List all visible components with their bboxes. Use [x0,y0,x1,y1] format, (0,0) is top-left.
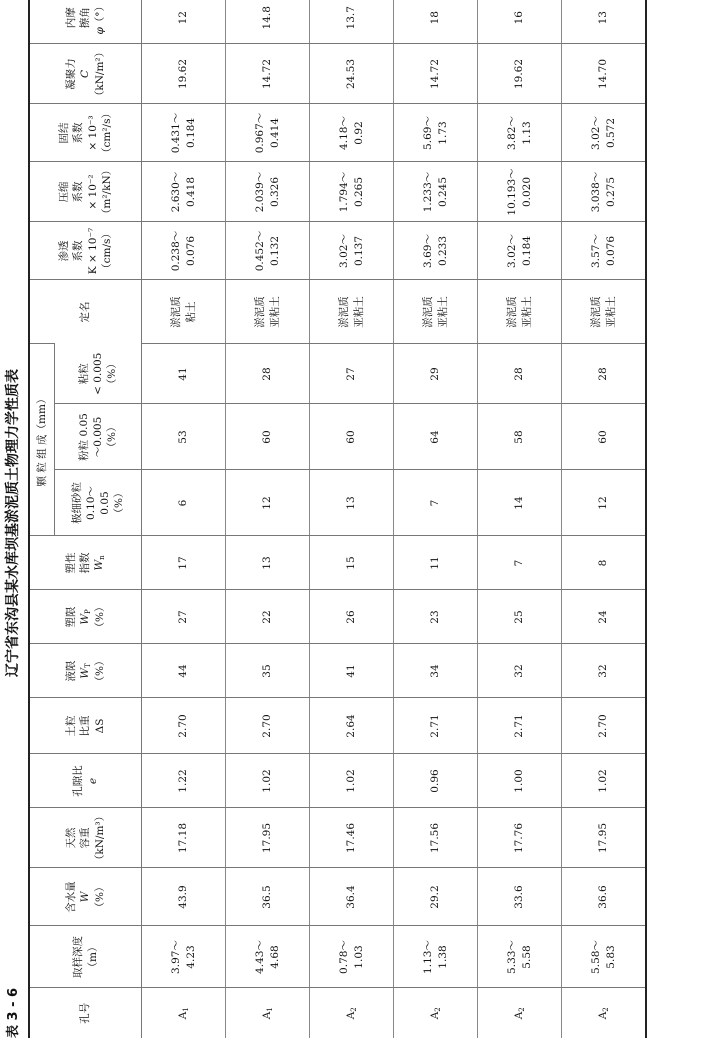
header-liquid-limit: 液限 $W_T$ （%） [29,644,142,698]
cell-classification: 淤泥质 亚粘土 [478,280,562,344]
cell-friction-angle: 13.7 [310,0,394,44]
cell-clay: 28 [226,344,310,404]
cell-clay: 27 [310,344,394,404]
cell-classification: 淤泥质 亚粘土 [394,280,478,344]
cell-cohesion: 14.70 [562,44,647,104]
cell-plasticity-index: 11 [394,536,478,590]
cell-depth: 5.33～ 5.58 [478,926,562,988]
cell-permeability: 3.69～ 0.233 [394,222,478,280]
cell-permeability: 0.238～ 0.076 [142,222,226,280]
cell-cohesion: 14.72 [394,44,478,104]
cell-compressibility: 3.038～ 0.275 [562,162,647,222]
cell-void-ratio: 1.02 [310,754,394,808]
table-row [394,0,478,1038]
table-row [226,0,310,1038]
cell-plasticity-index: 15 [310,536,394,590]
soil-properties-table [28,0,647,1038]
cell-plastic-limit: 22 [226,590,310,644]
cell-plastic-limit: 27 [142,590,226,644]
table-title: 辽宁省东沟县某水库坝基淤泥质土物理力学性质表 [5,369,21,677]
cell-fine-sand: 6 [142,470,226,536]
cell-clay: 29 [394,344,478,404]
cell-fine-sand: 12 [226,470,310,536]
cell-silt: 53 [142,404,226,470]
cell-depth: 4.43～ 4.68 [226,926,310,988]
header-specific-gravity: 土粒 比重 ΔS [29,698,142,754]
cell-silt: 60 [226,404,310,470]
header-grain-composition: 颗 粒 组 成（mm） [29,344,55,536]
cell-consolidation: 4.18～ 0.92 [310,104,394,162]
cell-plastic-limit: 24 [562,590,647,644]
cell-liquid-limit: 32 [562,644,647,698]
cell-permeability: 3.57～ 0.076 [562,222,647,280]
header-friction-angle: 内摩 擦角 φ（°） [29,0,142,44]
cell-friction-angle: 14.8 [226,0,310,44]
cell-specific-gravity: 2.70 [226,698,310,754]
header-unit-weight: 天然 容重 （kN/m³） [29,808,142,868]
cell-water-content: 36.6 [562,868,647,926]
cell-void-ratio: 0.96 [394,754,478,808]
cell-permeability: 3.02～ 0.137 [310,222,394,280]
table-row [142,0,226,1038]
table-number: 表 3 - 6 [6,987,21,1038]
cell-specific-gravity: 2.71 [478,698,562,754]
cell-void-ratio: 1.22 [142,754,226,808]
cell-classification: 淤泥质 亚粘土 [226,280,310,344]
cell-water-content: 36.5 [226,868,310,926]
cell-depth: 3.97～ 4.23 [142,926,226,988]
cell-compressibility: 1.794～ 0.265 [310,162,394,222]
cell-unit-weight: 17.46 [310,808,394,868]
cell-consolidation: 0.967～ 0.414 [226,104,310,162]
cell-silt: 60 [310,404,394,470]
cell-consolidation: 5.69～ 1.73 [394,104,478,162]
cell-plasticity-index: 7 [478,536,562,590]
cell-silt: 58 [478,404,562,470]
cell-compressibility: 2.630～ 0.418 [142,162,226,222]
cell-water-content: 33.6 [478,868,562,926]
cell-classification: 淤泥质 亚粘土 [562,280,647,344]
cell-unit-weight: 17.95 [226,808,310,868]
cell-depth: 1.13～ 1.38 [394,926,478,988]
cell-plastic-limit: 25 [478,590,562,644]
cell-compressibility: 10.193～ 0.020 [478,162,562,222]
cell-unit-weight: 17.56 [394,808,478,868]
cell-friction-angle: 13 [562,0,647,44]
cell-silt: 60 [562,404,647,470]
cell-depth: 0.78～ 1.03 [310,926,394,988]
table-body [142,0,647,1038]
cell-classification: 淤泥质 粘土 [142,280,226,344]
cell-hole: $A_1$ [142,988,226,1038]
cell-plasticity-index: 13 [226,536,310,590]
header-classification: 定名 [29,280,142,344]
cell-void-ratio: 1.02 [226,754,310,808]
header-plastic-limit: 塑限 $W_P$ （%） [29,590,142,644]
table-row [310,0,394,1038]
cell-depth: 5.58～ 5.83 [562,926,647,988]
cell-consolidation: 3.82～ 1.13 [478,104,562,162]
cell-consolidation: 0.431～ 0.184 [142,104,226,162]
cell-unit-weight: 17.18 [142,808,226,868]
cell-water-content: 29.2 [394,868,478,926]
cell-compressibility: 1.233～ 0.245 [394,162,478,222]
cell-water-content: 43.9 [142,868,226,926]
cell-plastic-limit: 26 [310,590,394,644]
table-row [478,0,562,1038]
cell-clay: 41 [142,344,226,404]
cell-silt: 64 [394,404,478,470]
cell-specific-gravity: 2.71 [394,698,478,754]
cell-permeability: 0.452～ 0.132 [226,222,310,280]
cell-hole: $A_2$ [394,988,478,1038]
header-permeability: 渗透 系数 K × 10⁻⁷ （cm/s） [29,222,142,280]
cell-fine-sand: 13 [310,470,394,536]
cell-liquid-limit: 44 [142,644,226,698]
cell-specific-gravity: 2.64 [310,698,394,754]
cell-unit-weight: 17.95 [562,808,647,868]
cell-clay: 28 [478,344,562,404]
header-depth: 取样深度 （m） [29,926,142,988]
header-water-content: 含水量 W （%） [29,868,142,926]
cell-clay: 28 [562,344,647,404]
cell-hole: $A_2$ [310,988,394,1038]
cell-compressibility: 2.039～ 0.326 [226,162,310,222]
cell-cohesion: 24.53 [310,44,394,104]
header-void-ratio: 孔隙比 e [29,754,142,808]
cell-hole: $A_2$ [562,988,647,1038]
cell-permeability: 3.02～ 0.184 [478,222,562,280]
table-row [562,0,647,1038]
cell-plasticity-index: 17 [142,536,226,590]
cell-consolidation: 3.02～ 0.572 [562,104,647,162]
cell-plastic-limit: 23 [394,590,478,644]
cell-fine-sand: 12 [562,470,647,536]
header-fine-sand: 极细砂粒 0.10～ 0.05 （%） [55,470,142,536]
header-cohesion: 凝聚力 C （kN/m²） [29,44,142,104]
header-plasticity-index: 塑性 指数 $W_n$ [29,536,142,590]
cell-classification: 淤泥质 亚粘土 [310,280,394,344]
cell-friction-angle: 12 [142,0,226,44]
cell-hole: $A_1$ [226,988,310,1038]
cell-liquid-limit: 35 [226,644,310,698]
cell-water-content: 36.4 [310,868,394,926]
header-compressibility: 压缩 系数 × 10⁻² （m²/kN） [29,162,142,222]
cell-specific-gravity: 2.70 [562,698,647,754]
cell-plasticity-index: 8 [562,536,647,590]
cell-liquid-limit: 32 [478,644,562,698]
cell-friction-angle: 16 [478,0,562,44]
header-hole: 孔号 [29,988,142,1038]
cell-unit-weight: 17.76 [478,808,562,868]
cell-hole: $A_2$ [478,988,562,1038]
cell-fine-sand: 7 [394,470,478,536]
cell-void-ratio: 1.02 [562,754,647,808]
cell-liquid-limit: 34 [394,644,478,698]
cell-cohesion: 14.72 [226,44,310,104]
header-silt: 粉粒 0.05 ～0.005 （%） [55,404,142,470]
header-consolidation: 固结 系数 × 10⁻³ （cm²/s） [29,104,142,162]
cell-cohesion: 19.62 [478,44,562,104]
cell-friction-angle: 18 [394,0,478,44]
cell-void-ratio: 1.00 [478,754,562,808]
cell-cohesion: 19.62 [142,44,226,104]
cell-liquid-limit: 41 [310,644,394,698]
cell-specific-gravity: 2.70 [142,698,226,754]
header-clay: 粘粒 < 0.005 （%） [55,344,142,404]
cell-fine-sand: 14 [478,470,562,536]
